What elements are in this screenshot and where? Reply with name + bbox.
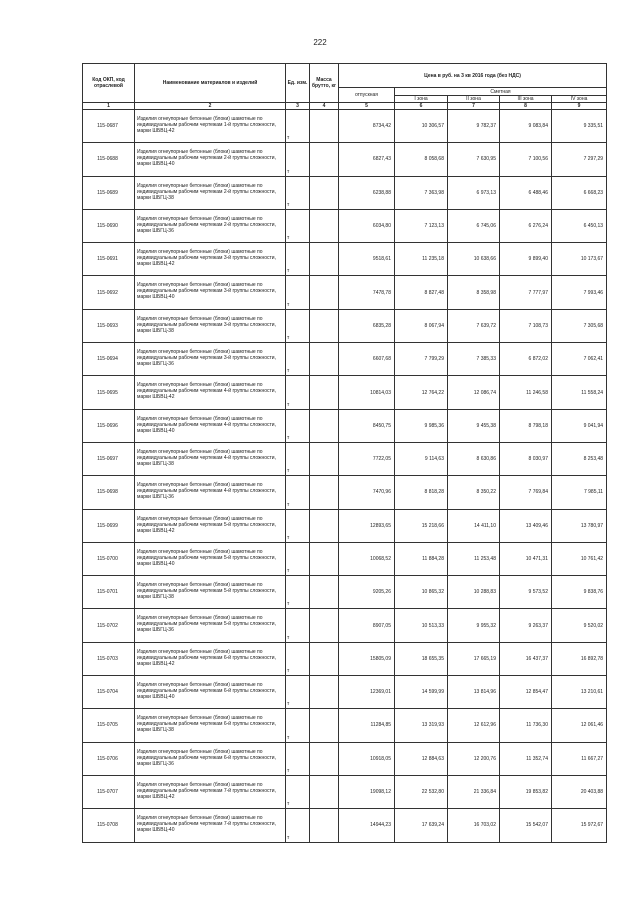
row-name-text: Изделия огнеупорные бетонные (блоки) шамотные по индивидуальным рабочим чертежам 2-й группы сложности, марки ШБГЦ-36 [137, 215, 276, 234]
table-row [83, 243, 607, 276]
row-name-text: Изделия огнеупорные бетонные (блоки) шамотные по индивидуальным рабочим чертежам 5-й группы сложности, марки ШБВЦ-40 [137, 548, 276, 567]
row-zone2-price: 9 455,38 [448, 409, 500, 442]
row-retail-price: 19098,12 [339, 775, 395, 808]
row-zone2-price: 6 745,06 [448, 209, 500, 242]
row-name-text: Изделия огнеупорные бетонные (блоки) шамотные по индивидуальным рабочим чертежам 6-й группы сложности, марки ШБВЦ-40 [137, 682, 276, 701]
row-name [135, 676, 286, 709]
row-unit: т [286, 775, 310, 808]
row-code: 115-0692 [83, 276, 135, 309]
row-name-text: Изделия огнеупорные бетонные (блоки) шамотные по индивидуальным рабочим чертежам 5-й группы сложности, марки ШБГЦ-36 [137, 615, 276, 634]
row-unit: т [286, 409, 310, 442]
table-row [83, 110, 607, 143]
column-number: 1 [83, 103, 135, 110]
row-zone2-price: 8 358,98 [448, 276, 500, 309]
row-name [135, 709, 286, 742]
table-row [83, 442, 607, 475]
row-zone1-price: 22 532,80 [395, 775, 448, 808]
row-mass [310, 243, 339, 276]
row-name [135, 309, 286, 342]
row-retail-price: 12893,65 [339, 509, 395, 542]
row-retail-price: 6607,68 [339, 343, 395, 376]
header-mass: Масса брутто, кг [310, 64, 339, 103]
row-zone2-price: 16 703,02 [448, 809, 500, 842]
row-code: 115-0696 [83, 409, 135, 442]
row-mass [310, 642, 339, 675]
row-unit: т [286, 676, 310, 709]
row-code: 115-0694 [83, 343, 135, 376]
row-unit: т [286, 642, 310, 675]
column-number: 6 [395, 103, 448, 110]
row-code: 115-0705 [83, 709, 135, 742]
row-zone4-price: 13 210,61 [552, 676, 607, 709]
row-code: 115-0707 [83, 775, 135, 808]
row-code: 115-0688 [83, 143, 135, 176]
row-retail-price: 6034,80 [339, 209, 395, 242]
row-name-text: Изделия огнеупорные бетонные (блоки) шамотные по индивидуальным рабочим чертежам 4-й группы сложности, марки ШБВЦ-40 [137, 415, 276, 434]
row-zone2-price: 10 288,83 [448, 576, 500, 609]
row-unit: т [286, 309, 310, 342]
row-unit: т [286, 709, 310, 742]
row-name [135, 276, 286, 309]
row-mass [310, 775, 339, 808]
row-zone3-price: 7 769,84 [500, 476, 552, 509]
row-zone2-price: 10 638,66 [448, 243, 500, 276]
row-zone3-price: 6 276,24 [500, 209, 552, 242]
row-name-text: Изделия огнеупорные бетонные (блоки) шамотные по индивидуальным рабочим чертежам 4-й группы сложности, марки ШБВЦ-42 [137, 382, 276, 401]
row-code: 115-0695 [83, 376, 135, 409]
row-code: 115-0702 [83, 609, 135, 642]
row-zone3-price: 7 108,73 [500, 309, 552, 342]
row-zone1-price: 9 114,63 [395, 442, 448, 475]
row-code: 115-0700 [83, 542, 135, 575]
row-zone3-price: 9 573,52 [500, 576, 552, 609]
row-code: 115-0698 [83, 476, 135, 509]
row-retail-price: 9518,61 [339, 243, 395, 276]
column-number: 7 [448, 103, 500, 110]
header-zone3: III зона [500, 96, 552, 103]
row-zone1-price: 17 639,24 [395, 809, 448, 842]
row-name [135, 775, 286, 808]
row-zone3-price: 8 030,97 [500, 442, 552, 475]
row-zone3-price: 8 798,18 [500, 409, 552, 442]
row-mass [310, 209, 339, 242]
row-name-text: Изделия огнеупорные бетонные (блоки) шамотные по индивидуальным рабочим чертежам 5-й группы сложности, марки ШБВЦ-42 [137, 515, 276, 534]
column-number: 4 [310, 103, 339, 110]
row-zone1-price: 11 235,18 [395, 243, 448, 276]
column-number: 3 [286, 103, 310, 110]
row-code: 115-0691 [83, 243, 135, 276]
row-mass [310, 276, 339, 309]
row-zone2-price: 13 814,96 [448, 676, 500, 709]
row-unit: т [286, 276, 310, 309]
row-retail-price: 15805,09 [339, 642, 395, 675]
row-unit: т [286, 343, 310, 376]
row-zone3-price: 9 899,40 [500, 243, 552, 276]
row-zone2-price: 17 665,19 [448, 642, 500, 675]
row-code: 115-0701 [83, 576, 135, 609]
row-zone1-price: 10 513,33 [395, 609, 448, 642]
row-zone3-price: 9 083,84 [500, 110, 552, 143]
header-price-title: Цена в руб. на 3 кв 2016 года (без НДС) [339, 64, 607, 88]
row-name [135, 809, 286, 842]
row-zone4-price: 7 305,68 [552, 309, 607, 342]
row-name-text: Изделия огнеупорные бетонные (блоки) шамотные по индивидуальным рабочим чертежам 6-й группы сложности, марки ШБГЦ-36 [137, 748, 276, 767]
row-zone1-price: 14 599,99 [395, 676, 448, 709]
row-zone4-price: 7 062,41 [552, 343, 607, 376]
row-zone2-price: 12 612,96 [448, 709, 500, 742]
row-unit: т [286, 110, 310, 143]
row-retail-price: 10814,03 [339, 376, 395, 409]
row-zone1-price: 12 764,22 [395, 376, 448, 409]
row-retail-price: 9205,26 [339, 576, 395, 609]
row-mass [310, 143, 339, 176]
row-zone1-price: 18 655,35 [395, 642, 448, 675]
row-name [135, 376, 286, 409]
row-zone4-price: 11 667,27 [552, 742, 607, 775]
row-zone3-price: 11 352,74 [500, 742, 552, 775]
row-mass [310, 343, 339, 376]
table-row [83, 542, 607, 575]
row-zone4-price: 12 061,46 [552, 709, 607, 742]
row-zone4-price: 13 780,97 [552, 509, 607, 542]
row-code: 115-0697 [83, 442, 135, 475]
row-zone4-price: 7 993,46 [552, 276, 607, 309]
row-zone3-price: 13 409,46 [500, 509, 552, 542]
row-name-text: Изделия огнеупорные бетонные (блоки) шамотные по индивидуальным рабочим чертежам 5-й группы сложности, марки ШБГЦ-38 [137, 582, 276, 601]
row-zone4-price: 7 985,11 [552, 476, 607, 509]
row-zone1-price: 7 123,13 [395, 209, 448, 242]
table-row [83, 143, 607, 176]
row-unit: т [286, 209, 310, 242]
header-estimate: Сметная [395, 88, 607, 96]
row-code: 115-0687 [83, 110, 135, 143]
column-number: 5 [339, 103, 395, 110]
row-name [135, 509, 286, 542]
row-zone3-price: 7 100,56 [500, 143, 552, 176]
row-zone1-price: 10 306,57 [395, 110, 448, 143]
row-zone3-price: 7 777,97 [500, 276, 552, 309]
row-zone4-price: 9 041,94 [552, 409, 607, 442]
row-zone4-price: 9 335,51 [552, 110, 607, 143]
row-zone2-price: 21 336,84 [448, 775, 500, 808]
table-row [83, 775, 607, 808]
row-zone1-price: 12 884,63 [395, 742, 448, 775]
row-code: 115-0699 [83, 509, 135, 542]
row-zone3-price: 11 736,30 [500, 709, 552, 742]
row-name-text: Изделия огнеупорные бетонные (блоки) шамотные по индивидуальным рабочим чертежам 3-й группы сложности, марки ШБГЦ-36 [137, 349, 276, 368]
table-row [83, 476, 607, 509]
row-code: 115-0708 [83, 809, 135, 842]
row-zone4-price: 11 558,24 [552, 376, 607, 409]
row-mass [310, 542, 339, 575]
row-zone2-price: 12 086,74 [448, 376, 500, 409]
row-zone1-price: 13 319,93 [395, 709, 448, 742]
row-unit: т [286, 476, 310, 509]
row-retail-price: 8734,42 [339, 110, 395, 143]
row-zone4-price: 16 892,78 [552, 642, 607, 675]
row-unit: т [286, 376, 310, 409]
row-unit: т [286, 542, 310, 575]
header-retail: отпускная [339, 88, 395, 103]
row-unit: т [286, 143, 310, 176]
row-mass [310, 409, 339, 442]
row-name-text: Изделия огнеупорные бетонные (блоки) шамотные по индивидуальным рабочим чертежам 4-й группы сложности, марки ШБГЦ-36 [137, 482, 276, 501]
row-retail-price: 12369,01 [339, 676, 395, 709]
page-number: 222 [313, 38, 327, 47]
row-name [135, 576, 286, 609]
row-zone4-price: 20 403,88 [552, 775, 607, 808]
row-zone1-price: 15 218,66 [395, 509, 448, 542]
row-retail-price: 6835,28 [339, 309, 395, 342]
row-retail-price: 7722,05 [339, 442, 395, 475]
row-zone4-price: 6 668,23 [552, 176, 607, 209]
column-number: 2 [135, 103, 286, 110]
row-name-text: Изделия огнеупорные бетонные (блоки) шамотные по индивидуальным рабочим чертежам 1-й группы сложности, марки ШБВЦ-42 [137, 116, 276, 134]
row-name [135, 642, 286, 675]
row-code: 115-0703 [83, 642, 135, 675]
row-zone2-price: 11 253,48 [448, 542, 500, 575]
row-unit: т [286, 509, 310, 542]
row-zone3-price: 10 471,31 [500, 542, 552, 575]
row-zone4-price: 10 761,42 [552, 542, 607, 575]
row-zone1-price: 8 058,68 [395, 143, 448, 176]
row-name [135, 476, 286, 509]
row-unit: т [286, 176, 310, 209]
row-name-text: Изделия огнеупорные бетонные (блоки) шамотные по индивидуальным рабочим чертежам 2-й группы сложности, марки ШБГЦ-38 [137, 182, 276, 201]
table-row [83, 742, 607, 775]
table-row [83, 576, 607, 609]
row-zone2-price: 9 782,37 [448, 110, 500, 143]
row-mass [310, 176, 339, 209]
row-zone2-price: 7 639,72 [448, 309, 500, 342]
row-mass [310, 509, 339, 542]
row-zone3-price: 16 437,37 [500, 642, 552, 675]
row-zone4-price: 15 972,67 [552, 809, 607, 842]
row-retail-price: 7478,78 [339, 276, 395, 309]
row-zone3-price: 6 872,02 [500, 343, 552, 376]
row-zone3-price: 12 854,47 [500, 676, 552, 709]
row-code: 115-0690 [83, 209, 135, 242]
row-zone3-price: 9 263,37 [500, 609, 552, 642]
column-number: 8 [500, 103, 552, 110]
row-zone4-price: 9 520,02 [552, 609, 607, 642]
row-code: 115-0704 [83, 676, 135, 709]
row-code: 115-0706 [83, 742, 135, 775]
row-mass [310, 742, 339, 775]
header-code: Код ОКП, код отраслевой [83, 64, 135, 103]
row-name-text: Изделия огнеупорные бетонные (блоки) шамотные по индивидуальным рабочим чертежам 6-й группы сложности, марки ШБГЦ-38 [137, 715, 276, 734]
row-mass [310, 576, 339, 609]
row-code: 115-0693 [83, 309, 135, 342]
row-name [135, 442, 286, 475]
table-row [83, 676, 607, 709]
row-zone2-price: 12 200,76 [448, 742, 500, 775]
row-name-text: Изделия огнеупорные бетонные (блоки) шамотные по индивидуальным рабочим чертежам 7-й группы сложности, марки ШБВЦ-42 [137, 781, 276, 800]
row-zone2-price: 8 630,86 [448, 442, 500, 475]
row-name-text: Изделия огнеупорные бетонные (блоки) шамотные по индивидуальным рабочим чертежам 4-й группы сложности, марки ШБГЦ-38 [137, 448, 276, 467]
row-mass [310, 609, 339, 642]
row-zone3-price: 19 853,82 [500, 775, 552, 808]
row-mass [310, 809, 339, 842]
row-unit: т [286, 576, 310, 609]
row-retail-price: 10918,05 [339, 742, 395, 775]
table-row [83, 276, 607, 309]
row-zone2-price: 7 385,33 [448, 343, 500, 376]
row-zone1-price: 11 884,28 [395, 542, 448, 575]
row-code: 115-0689 [83, 176, 135, 209]
row-retail-price: 6827,43 [339, 143, 395, 176]
row-zone1-price: 8 818,28 [395, 476, 448, 509]
row-name [135, 143, 286, 176]
row-mass [310, 376, 339, 409]
row-name [135, 542, 286, 575]
row-zone1-price: 8 827,48 [395, 276, 448, 309]
row-retail-price: 14944,23 [339, 809, 395, 842]
row-mass [310, 476, 339, 509]
row-zone1-price: 10 865,32 [395, 576, 448, 609]
row-mass [310, 709, 339, 742]
row-zone2-price: 7 630,95 [448, 143, 500, 176]
row-retail-price: 10068,52 [339, 542, 395, 575]
table-row [83, 809, 607, 842]
row-retail-price: 8907,05 [339, 609, 395, 642]
row-name [135, 609, 286, 642]
row-unit: т [286, 742, 310, 775]
row-name-text: Изделия огнеупорные бетонные (блоки) шамотные по индивидуальным рабочим чертежам 3-й группы сложности, марки ШБГЦ-38 [137, 315, 276, 334]
header-zone1: I зона [395, 96, 448, 103]
table-row [83, 642, 607, 675]
table-row [83, 376, 607, 409]
header-zone2: II зона [448, 96, 500, 103]
table-row [83, 309, 607, 342]
header-name: Наименование материалов и изделий [135, 64, 286, 103]
table-row [83, 409, 607, 442]
row-name-text: Изделия огнеупорные бетонные (блоки) шамотные по индивидуальным рабочим чертежам 2-й группы сложности, марки ШБВЦ-40 [137, 149, 276, 168]
row-zone1-price: 7 363,98 [395, 176, 448, 209]
row-unit: т [286, 442, 310, 475]
row-name-text: Изделия огнеупорные бетонные (блоки) шамотные по индивидуальным рабочим чертежам 3-й группы сложности, марки ШБВЦ-40 [137, 282, 276, 301]
row-zone4-price: 10 173,67 [552, 243, 607, 276]
row-name [135, 209, 286, 242]
row-unit: т [286, 243, 310, 276]
row-zone2-price: 6 973,13 [448, 176, 500, 209]
row-zone3-price: 6 488,46 [500, 176, 552, 209]
row-unit: т [286, 809, 310, 842]
row-name [135, 742, 286, 775]
table-row [83, 709, 607, 742]
row-name-text: Изделия огнеупорные бетонные (блоки) шамотные по индивидуальным рабочим чертежам 6-й группы сложности, марки ШБВЦ-42 [137, 648, 276, 667]
row-mass [310, 442, 339, 475]
row-zone1-price: 8 067,94 [395, 309, 448, 342]
header-unit: Ед. изм. [286, 64, 310, 103]
row-retail-price: 8450,75 [339, 409, 395, 442]
header-zone4: IV зона [552, 96, 607, 103]
column-number: 9 [552, 103, 607, 110]
row-zone1-price: 9 985,36 [395, 409, 448, 442]
row-zone1-price: 7 799,29 [395, 343, 448, 376]
row-retail-price: 11284,85 [339, 709, 395, 742]
row-name [135, 110, 286, 143]
table-row [83, 176, 607, 209]
row-zone3-price: 11 246,58 [500, 376, 552, 409]
row-zone3-price: 15 542,07 [500, 809, 552, 842]
row-name-text: Изделия огнеупорные бетонные (блоки) шамотные по индивидуальным рабочим чертежам 7-й группы сложности, марки ШБВЦ-40 [137, 815, 276, 834]
row-name [135, 343, 286, 376]
row-zone2-price: 14 411,10 [448, 509, 500, 542]
price-table [82, 63, 607, 843]
row-mass [310, 676, 339, 709]
row-mass [310, 309, 339, 342]
row-zone4-price: 9 838,76 [552, 576, 607, 609]
row-zone2-price: 9 955,32 [448, 609, 500, 642]
table-row [83, 609, 607, 642]
row-zone4-price: 7 297,29 [552, 143, 607, 176]
row-name-text: Изделия огнеупорные бетонные (блоки) шамотные по индивидуальным рабочим чертежам 3-й группы сложности, марки ШБВЦ-42 [137, 249, 276, 268]
row-name [135, 243, 286, 276]
row-retail-price: 7470,96 [339, 476, 395, 509]
table-row [83, 509, 607, 542]
row-zone4-price: 6 450,13 [552, 209, 607, 242]
row-name [135, 409, 286, 442]
row-zone4-price: 8 253,48 [552, 442, 607, 475]
row-name [135, 176, 286, 209]
table-row [83, 209, 607, 242]
row-unit: т [286, 609, 310, 642]
column-numbers-row [83, 103, 607, 110]
row-zone2-price: 8 350,22 [448, 476, 500, 509]
row-retail-price: 6238,88 [339, 176, 395, 209]
table-row [83, 343, 607, 376]
price-table-body [83, 110, 607, 843]
row-mass [310, 110, 339, 143]
